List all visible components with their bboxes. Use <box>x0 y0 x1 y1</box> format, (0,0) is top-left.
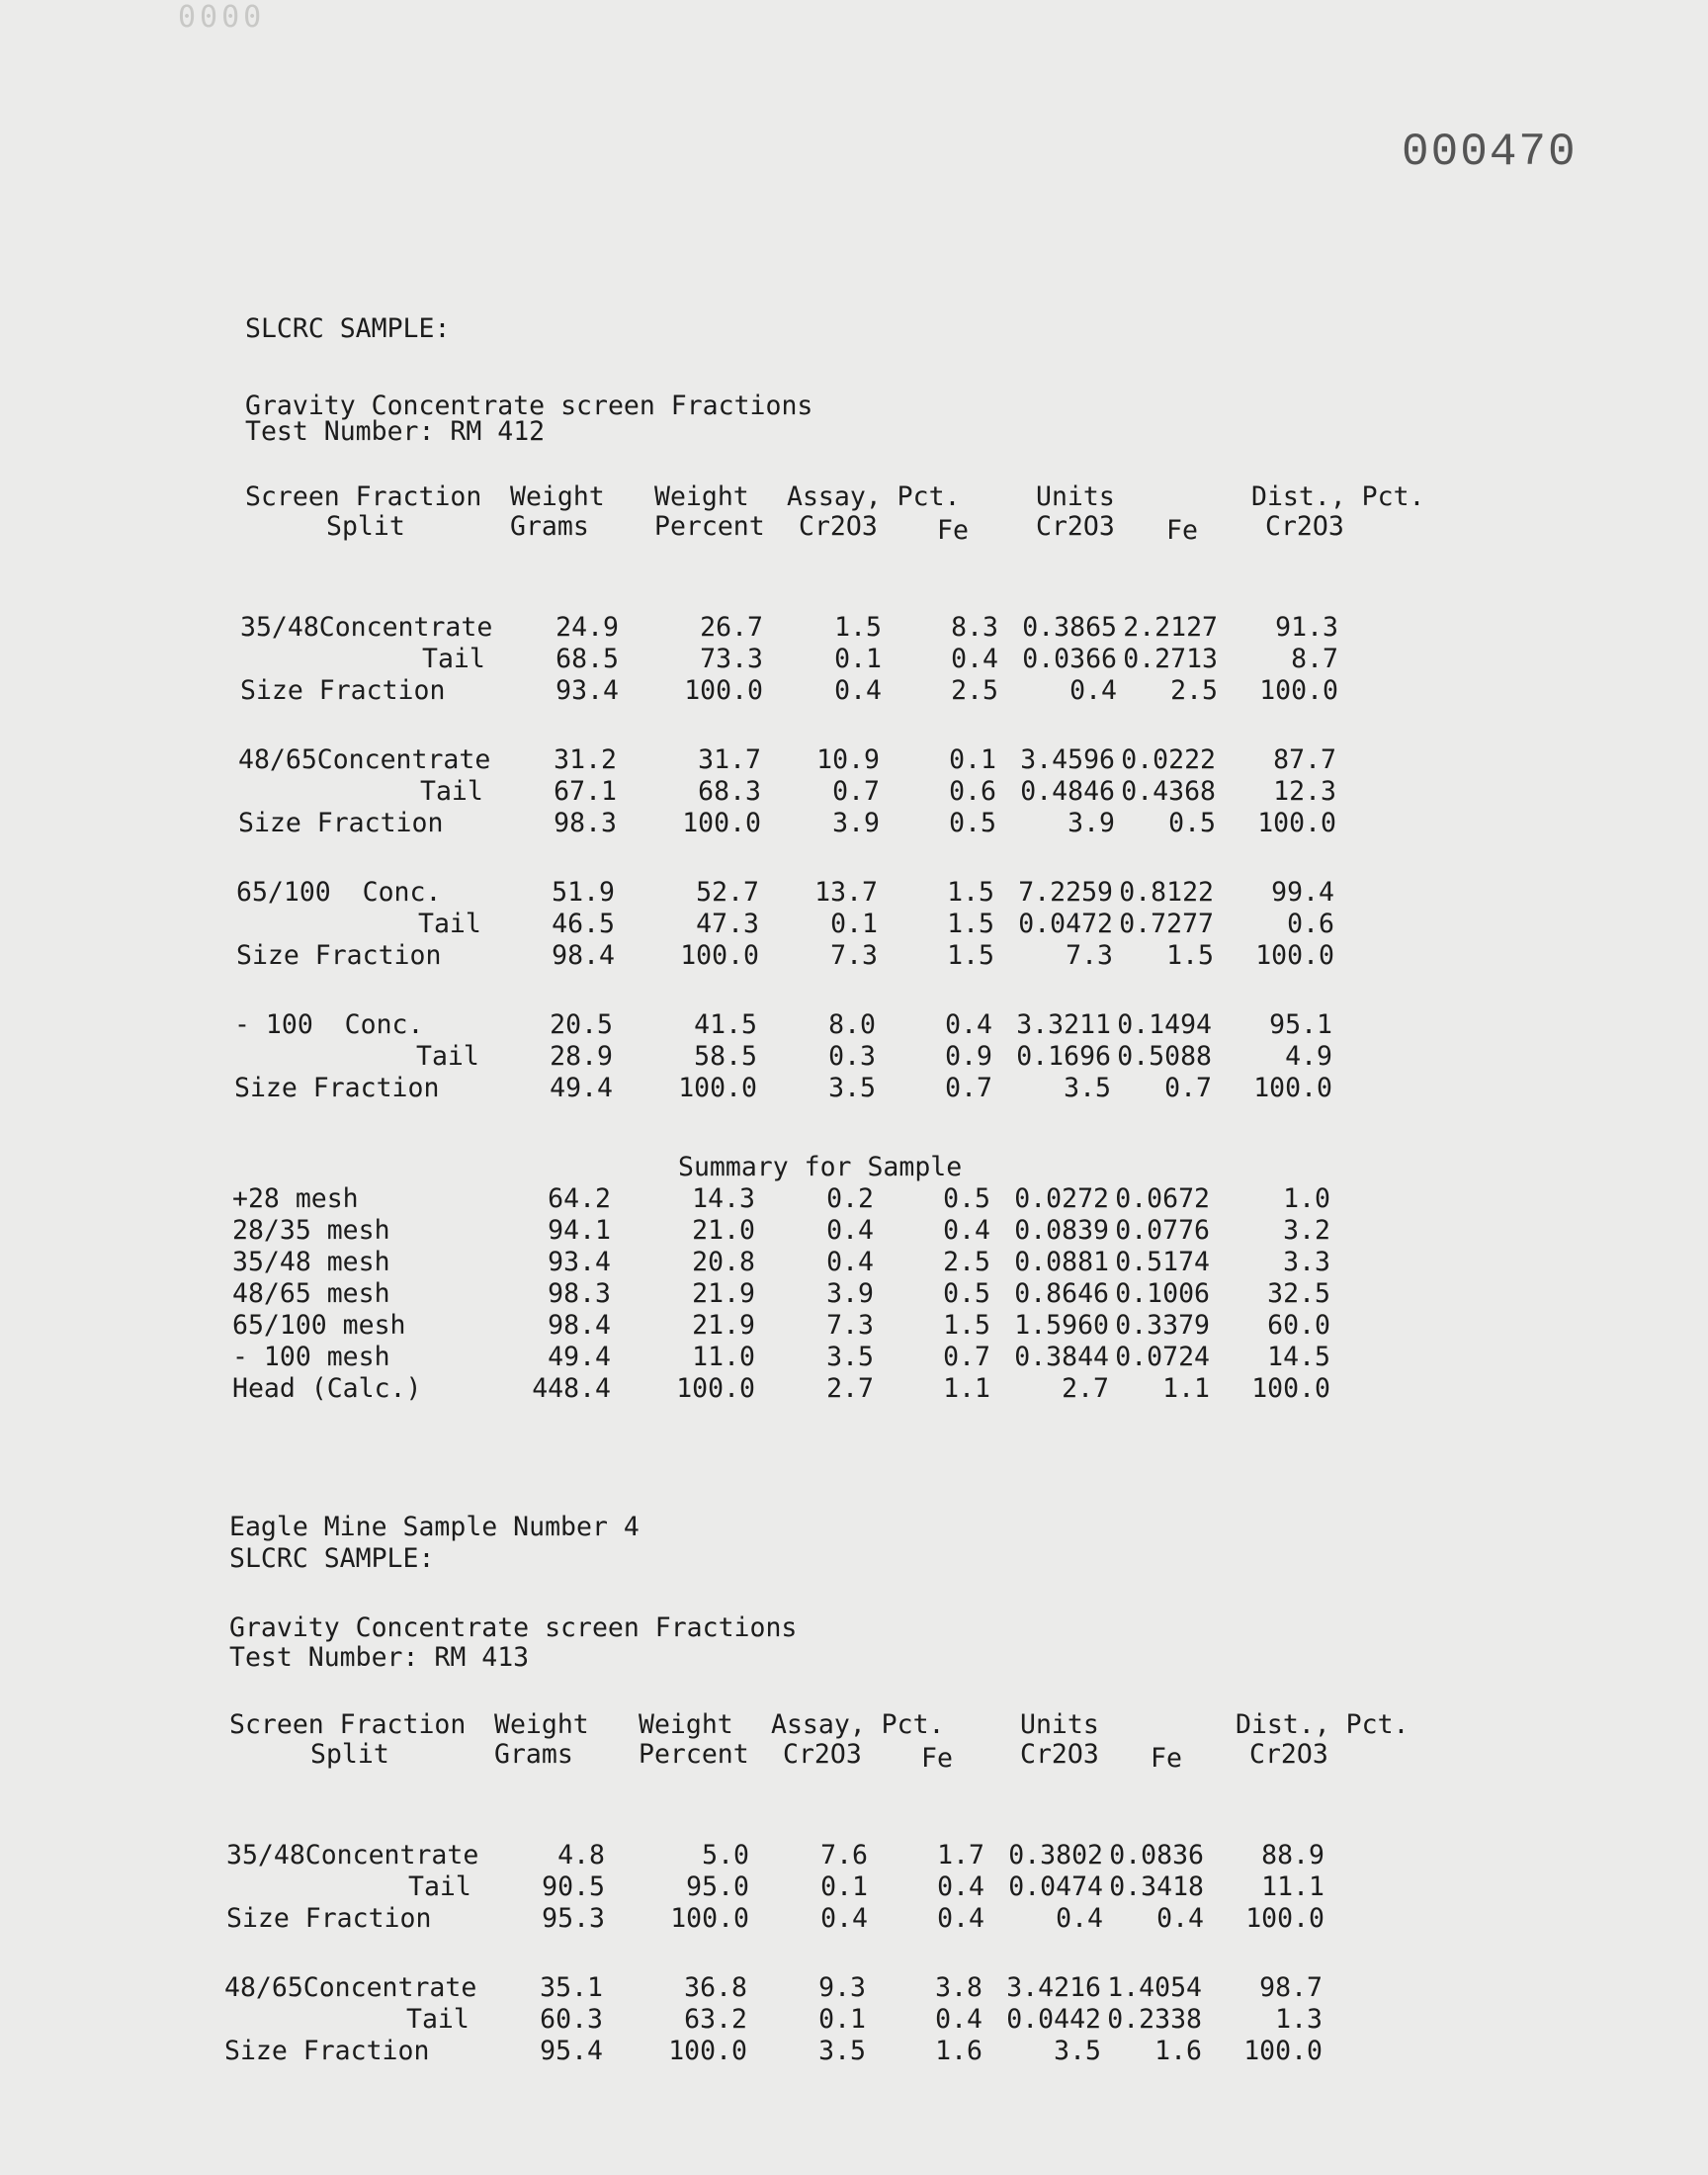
subheader-grams: Grams <box>510 511 589 542</box>
cell-percent: 21.9 <box>692 1310 755 1341</box>
cell-units-cr2o3: 0.0272 <box>1014 1183 1109 1214</box>
cell-units-fe: 1.5 <box>1166 940 1214 971</box>
cell-assay-fe: 1.5 <box>947 940 994 971</box>
cell-assay-fe: 0.9 <box>945 1041 992 1072</box>
section-title: Gravity Concentrate screen Fractions <box>245 391 813 421</box>
cell-units-fe: 0.0222 <box>1121 744 1216 775</box>
cell-dist-cr2o3: 3.3 <box>1283 1247 1330 1277</box>
header-percent: Weight <box>654 481 749 512</box>
cell-assay-fe: 0.4 <box>937 1903 984 1934</box>
cell-percent: 63.2 <box>684 2004 747 2035</box>
cell-grams: 20.5 <box>550 1009 613 1040</box>
cell-assay-cr2o3: 0.4 <box>834 675 882 706</box>
cell-units-fe: 2.5 <box>1170 675 1218 706</box>
cell-dist-cr2o3: 1.0 <box>1283 1183 1330 1214</box>
cell-assay-fe: 3.8 <box>935 1972 982 2003</box>
row-label: Tail <box>416 1041 479 1072</box>
cell-units-cr2o3: 3.9 <box>1068 808 1115 838</box>
row-label: Tail <box>420 776 483 807</box>
subheader-assay-cr2o3: Cr2O3 <box>783 1739 862 1770</box>
cell-percent: 41.5 <box>694 1009 757 1040</box>
row-label: Head (Calc.) <box>232 1373 422 1404</box>
cell-dist-cr2o3: 0.6 <box>1287 909 1334 939</box>
subheader-dist-cr2o3: Cr2O3 <box>1249 1739 1328 1770</box>
cell-units-cr2o3: 1.5960 <box>1014 1310 1109 1341</box>
cell-units-fe: 0.1494 <box>1117 1009 1212 1040</box>
cell-grams: 95.4 <box>540 2036 603 2066</box>
cell-assay-cr2o3: 3.9 <box>826 1278 874 1309</box>
cell-units-cr2o3: 0.0881 <box>1014 1247 1109 1277</box>
cell-dist-cr2o3: 95.1 <box>1269 1009 1332 1040</box>
cell-grams: 98.4 <box>548 1310 611 1341</box>
row-label: Tail <box>408 1871 471 1902</box>
subheader-assay-cr2o3: Cr2O3 <box>799 511 878 542</box>
cell-dist-cr2o3: 91.3 <box>1275 612 1338 643</box>
cell-units-cr2o3: 0.0366 <box>1022 644 1117 674</box>
cell-assay-cr2o3: 3.9 <box>832 808 880 838</box>
cell-percent: 100.0 <box>682 808 761 838</box>
cell-dist-cr2o3: 100.0 <box>1243 2036 1323 2066</box>
cell-units-fe: 0.4 <box>1156 1903 1204 1934</box>
subheader-units-cr2o3: Cr2O3 <box>1020 1739 1099 1770</box>
cell-dist-cr2o3: 1.3 <box>1275 2004 1323 2035</box>
cell-grams: 98.3 <box>548 1278 611 1309</box>
cell-percent: 21.9 <box>692 1278 755 1309</box>
cell-assay-cr2o3: 1.5 <box>834 612 882 643</box>
cell-assay-cr2o3: 0.4 <box>820 1903 868 1934</box>
subheader-fraction: Split <box>326 511 405 542</box>
cell-percent: 100.0 <box>670 1903 749 1934</box>
cell-units-cr2o3: 0.3844 <box>1014 1342 1109 1372</box>
cell-assay-fe: 0.4 <box>951 644 998 674</box>
cell-dist-cr2o3: 14.5 <box>1267 1342 1330 1372</box>
cell-percent: 52.7 <box>696 877 759 908</box>
page-number-stamp: 000470 <box>1402 127 1578 178</box>
cell-units-fe: 0.7277 <box>1119 909 1214 939</box>
cell-units-cr2o3: 0.3865 <box>1022 612 1117 643</box>
cell-units-cr2o3: 0.0839 <box>1014 1215 1109 1246</box>
cell-units-fe: 0.5 <box>1168 808 1216 838</box>
cell-dist-cr2o3: 32.5 <box>1267 1278 1330 1309</box>
cell-units-fe: 0.5088 <box>1117 1041 1212 1072</box>
row-label: Size Fraction <box>236 940 442 971</box>
cell-dist-cr2o3: 98.7 <box>1259 1972 1323 2003</box>
test-number: Test Number: RM 413 <box>229 1642 530 1673</box>
cell-dist-cr2o3: 100.0 <box>1253 1073 1332 1103</box>
row-label: Size Fraction <box>234 1073 440 1103</box>
cell-assay-cr2o3: 7.3 <box>830 940 878 971</box>
cell-grams: 49.4 <box>548 1342 611 1372</box>
cell-units-fe: 0.7 <box>1164 1073 1212 1103</box>
cell-assay-cr2o3: 3.5 <box>818 2036 866 2066</box>
cell-assay-fe: 1.6 <box>935 2036 982 2066</box>
cell-assay-cr2o3: 0.1 <box>834 644 882 674</box>
row-label: 48/65 mesh <box>232 1278 390 1309</box>
row-label: - 100 Conc. <box>234 1009 424 1040</box>
cell-percent: 47.3 <box>696 909 759 939</box>
cell-units-fe: 0.5174 <box>1115 1247 1210 1277</box>
row-label: 35/48Concentrate <box>226 1840 479 1870</box>
row-label: Size Fraction <box>226 1903 432 1934</box>
row-label: 35/48 mesh <box>232 1247 390 1277</box>
row-label: 65/100 mesh <box>232 1310 406 1341</box>
cell-percent: 21.0 <box>692 1215 755 1246</box>
subheader-assay-fe: Fe <box>937 515 969 546</box>
cell-dist-cr2o3: 100.0 <box>1255 940 1334 971</box>
cell-assay-cr2o3: 13.7 <box>814 877 878 908</box>
cell-grams: 28.9 <box>550 1041 613 1072</box>
cell-units-fe: 0.3379 <box>1115 1310 1210 1341</box>
cell-assay-fe: 1.5 <box>947 909 994 939</box>
cell-percent: 36.8 <box>684 1972 747 2003</box>
cell-grams: 93.4 <box>555 675 619 706</box>
row-label: - 100 mesh <box>232 1342 390 1372</box>
cell-assay-fe: 0.4 <box>945 1009 992 1040</box>
cell-assay-cr2o3: 9.3 <box>818 1972 866 2003</box>
row-label: 35/48Concentrate <box>240 612 493 643</box>
sample-label: SLCRC SAMPLE: <box>245 313 451 344</box>
header-assay-cr2o3: Assay, Pct. <box>787 481 961 512</box>
cell-assay-cr2o3: 0.7 <box>832 776 880 807</box>
cell-assay-fe: 0.7 <box>943 1342 990 1372</box>
header-grams: Weight <box>510 481 605 512</box>
cell-grams: 4.8 <box>557 1840 605 1870</box>
row-label: 28/35 mesh <box>232 1215 390 1246</box>
row-label: +28 mesh <box>232 1183 359 1214</box>
cell-grams: 49.4 <box>550 1073 613 1103</box>
cell-units-fe: 1.6 <box>1154 2036 1202 2066</box>
cell-assay-cr2o3: 0.2 <box>826 1183 874 1214</box>
cell-assay-fe: 0.6 <box>949 776 996 807</box>
cell-assay-cr2o3: 0.1 <box>820 1871 868 1902</box>
cell-assay-fe: 0.7 <box>945 1073 992 1103</box>
cell-units-cr2o3: 3.3211 <box>1016 1009 1111 1040</box>
cell-units-cr2o3: 0.3802 <box>1008 1840 1103 1870</box>
cell-units-cr2o3: 0.4 <box>1056 1903 1103 1934</box>
cell-percent: 100.0 <box>668 2036 747 2066</box>
cell-assay-cr2o3: 0.4 <box>826 1247 874 1277</box>
header-percent: Weight <box>639 1709 733 1740</box>
cell-dist-cr2o3: 12.3 <box>1273 776 1336 807</box>
cell-assay-cr2o3: 0.1 <box>818 2004 866 2035</box>
cell-percent: 5.0 <box>702 1840 749 1870</box>
cell-dist-cr2o3: 88.9 <box>1261 1840 1324 1870</box>
subheader-dist-cr2o3: Cr2O3 <box>1265 511 1344 542</box>
cell-units-fe: 0.0724 <box>1115 1342 1210 1372</box>
cell-percent: 73.3 <box>700 644 763 674</box>
cell-units-fe: 0.2713 <box>1123 644 1218 674</box>
cell-units-cr2o3: 0.4846 <box>1020 776 1115 807</box>
cell-units-fe: 0.2338 <box>1107 2004 1202 2035</box>
test-number: Test Number: RM 412 <box>245 416 546 447</box>
cell-dist-cr2o3: 100.0 <box>1251 1373 1330 1404</box>
cell-grams: 98.4 <box>552 940 615 971</box>
cell-dist-cr2o3: 3.2 <box>1283 1215 1330 1246</box>
cell-assay-fe: 2.5 <box>943 1247 990 1277</box>
cell-units-cr2o3: 0.4 <box>1069 675 1117 706</box>
subheader-percent: Percent <box>654 511 765 542</box>
cell-percent: 95.0 <box>686 1871 749 1902</box>
cell-assay-fe: 1.5 <box>943 1310 990 1341</box>
cell-units-cr2o3: 0.0474 <box>1008 1871 1103 1902</box>
cell-percent: 100.0 <box>676 1373 755 1404</box>
cell-dist-cr2o3: 60.0 <box>1267 1310 1330 1341</box>
subheader-assay-fe: Fe <box>921 1743 953 1774</box>
cell-grams: 68.5 <box>555 644 619 674</box>
cell-units-fe: 2.2127 <box>1123 612 1218 643</box>
cell-grams: 64.2 <box>548 1183 611 1214</box>
cell-dist-cr2o3: 87.7 <box>1273 744 1336 775</box>
header-units-cr2o3: Dist., Pct. <box>1236 1709 1409 1740</box>
subheader-grams: Grams <box>494 1739 573 1770</box>
sample-label: SLCRC SAMPLE: <box>229 1543 435 1574</box>
cell-units-fe: 0.1006 <box>1115 1278 1210 1309</box>
cell-units-fe: 0.0672 <box>1115 1183 1210 1214</box>
cell-assay-cr2o3: 8.0 <box>828 1009 876 1040</box>
row-label: 48/65Concentrate <box>224 1972 477 2003</box>
cell-units-cr2o3: 3.4596 <box>1020 744 1115 775</box>
cell-assay-cr2o3: 7.6 <box>820 1840 868 1870</box>
cell-assay-fe: 1.7 <box>937 1840 984 1870</box>
cell-units-cr2o3: 3.5 <box>1064 1073 1111 1103</box>
cell-units-cr2o3: 3.5 <box>1054 2036 1101 2066</box>
cell-units-fe: 0.0836 <box>1109 1840 1204 1870</box>
cell-assay-fe: 0.4 <box>943 1215 990 1246</box>
row-label: Size Fraction <box>240 675 446 706</box>
row-label: 65/100 Conc. <box>236 877 442 908</box>
cell-assay-fe: 0.4 <box>935 2004 982 2035</box>
cell-units-cr2o3: 0.0442 <box>1006 2004 1101 2035</box>
sample-name: Eagle Mine Sample Number 4 <box>229 1512 640 1542</box>
header-units-cr2o3: Dist., Pct. <box>1251 481 1425 512</box>
cell-assay-fe: 0.5 <box>943 1183 990 1214</box>
subheader-percent: Percent <box>639 1739 749 1770</box>
cell-dist-cr2o3: 100.0 <box>1245 1903 1324 1934</box>
cell-units-fe: 0.3418 <box>1109 1871 1204 1902</box>
cell-grams: 51.9 <box>552 877 615 908</box>
cell-assay-cr2o3: 0.3 <box>828 1041 876 1072</box>
cell-grams: 67.1 <box>554 776 617 807</box>
cell-dist-cr2o3: 8.7 <box>1291 644 1338 674</box>
subheader-fraction: Split <box>310 1739 389 1770</box>
row-label: Size Fraction <box>224 2036 430 2066</box>
cell-grams: 24.9 <box>555 612 619 643</box>
cell-dist-cr2o3: 99.4 <box>1271 877 1334 908</box>
cell-grams: 31.2 <box>554 744 617 775</box>
cell-units-fe: 0.0776 <box>1115 1215 1210 1246</box>
cell-percent: 68.3 <box>698 776 761 807</box>
cell-units-cr2o3: 3.4216 <box>1006 1972 1101 2003</box>
cell-dist-cr2o3: 11.1 <box>1261 1871 1324 1902</box>
subheader-units-fe: Fe <box>1166 515 1198 546</box>
cell-assay-fe: 2.5 <box>951 675 998 706</box>
cell-percent: 26.7 <box>700 612 763 643</box>
cell-units-fe: 0.8122 <box>1119 877 1214 908</box>
cell-units-cr2o3: 2.7 <box>1062 1373 1109 1404</box>
header-assay-cr2o3: Assay, Pct. <box>771 1709 945 1740</box>
header-grams: Weight <box>494 1709 589 1740</box>
cell-grams: 60.3 <box>540 2004 603 2035</box>
cell-grams: 35.1 <box>540 1972 603 2003</box>
cell-grams: 448.4 <box>532 1373 611 1404</box>
cell-percent: 31.7 <box>698 744 761 775</box>
cell-assay-fe: 0.4 <box>937 1871 984 1902</box>
cell-assay-cr2o3: 3.5 <box>828 1073 876 1103</box>
cell-percent: 58.5 <box>694 1041 757 1072</box>
header-assay-fe: Units <box>1020 1709 1099 1740</box>
cell-grams: 46.5 <box>552 909 615 939</box>
row-label: Tail <box>406 2004 470 2035</box>
cell-grams: 93.4 <box>548 1247 611 1277</box>
cell-assay-cr2o3: 0.4 <box>826 1215 874 1246</box>
header-fraction: Screen Fraction <box>229 1709 467 1740</box>
cell-percent: 100.0 <box>678 1073 757 1103</box>
cell-units-cr2o3: 0.8646 <box>1014 1278 1109 1309</box>
row-label: Tail <box>418 909 481 939</box>
cell-dist-cr2o3: 100.0 <box>1257 808 1336 838</box>
cell-percent: 100.0 <box>680 940 759 971</box>
cell-assay-cr2o3: 3.5 <box>826 1342 874 1372</box>
faint-bleed-through-number: 0000 <box>178 0 266 35</box>
subheader-units-fe: Fe <box>1151 1743 1182 1774</box>
cell-assay-cr2o3: 10.9 <box>816 744 880 775</box>
cell-assay-fe: 1.1 <box>943 1373 990 1404</box>
row-label: Tail <box>422 644 485 674</box>
cell-units-fe: 1.4054 <box>1107 1972 1202 2003</box>
cell-units-cr2o3: 7.2259 <box>1018 877 1113 908</box>
cell-percent: 20.8 <box>692 1247 755 1277</box>
section-title: Gravity Concentrate screen Fractions <box>229 1612 798 1643</box>
header-assay-fe: Units <box>1036 481 1115 512</box>
row-label: 48/65Concentrate <box>238 744 491 775</box>
row-label: Size Fraction <box>238 808 444 838</box>
cell-units-fe: 0.4368 <box>1121 776 1216 807</box>
cell-grams: 95.3 <box>542 1903 605 1934</box>
summary-title: Summary for Sample <box>678 1152 963 1182</box>
cell-assay-cr2o3: 7.3 <box>826 1310 874 1341</box>
cell-assay-fe: 0.5 <box>943 1278 990 1309</box>
subheader-units-cr2o3: Cr2O3 <box>1036 511 1115 542</box>
cell-assay-fe: 0.1 <box>949 744 996 775</box>
cell-units-cr2o3: 7.3 <box>1066 940 1113 971</box>
cell-dist-cr2o3: 4.9 <box>1285 1041 1332 1072</box>
cell-assay-fe: 8.3 <box>951 612 998 643</box>
cell-percent: 14.3 <box>692 1183 755 1214</box>
cell-assay-cr2o3: 0.1 <box>830 909 878 939</box>
header-fraction: Screen Fraction <box>245 481 482 512</box>
cell-percent: 100.0 <box>684 675 763 706</box>
cell-dist-cr2o3: 100.0 <box>1259 675 1338 706</box>
cell-grams: 94.1 <box>548 1215 611 1246</box>
cell-assay-fe: 0.5 <box>949 808 996 838</box>
cell-units-fe: 1.1 <box>1162 1373 1210 1404</box>
cell-grams: 90.5 <box>542 1871 605 1902</box>
cell-units-cr2o3: 0.0472 <box>1018 909 1113 939</box>
cell-percent: 11.0 <box>692 1342 755 1372</box>
cell-assay-cr2o3: 2.7 <box>826 1373 874 1404</box>
cell-units-cr2o3: 0.1696 <box>1016 1041 1111 1072</box>
cell-grams: 98.3 <box>554 808 617 838</box>
cell-assay-fe: 1.5 <box>947 877 994 908</box>
